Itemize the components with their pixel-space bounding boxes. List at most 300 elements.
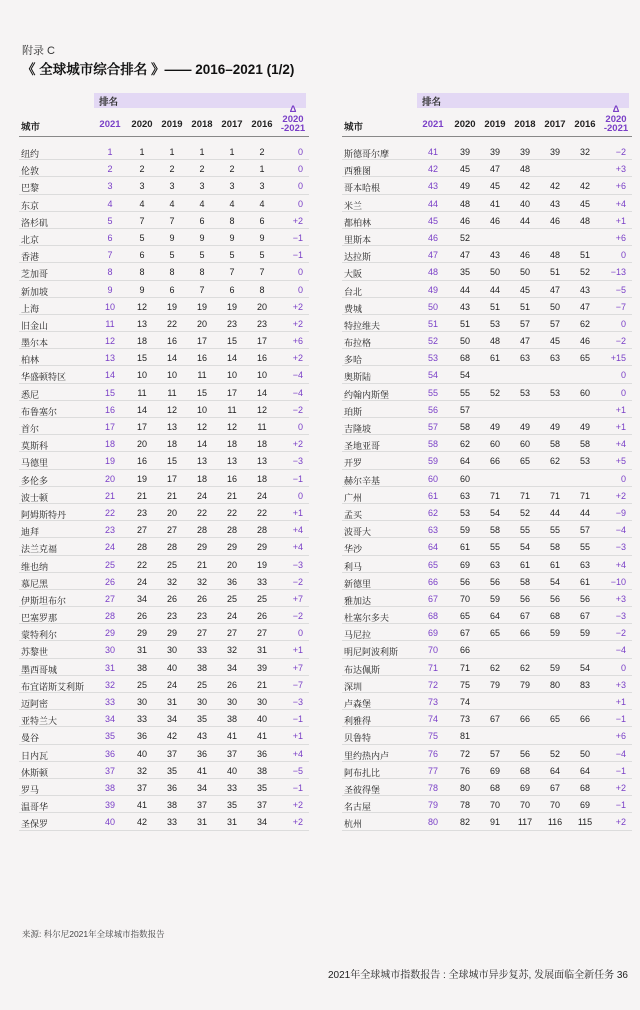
table-row bbox=[342, 659, 632, 676]
cell-2017: 58 bbox=[549, 439, 560, 450]
cell-2021: 14 bbox=[104, 370, 115, 381]
cell-change: 0 bbox=[620, 387, 626, 398]
table-row bbox=[19, 452, 309, 469]
cell-change: +1 bbox=[292, 507, 303, 518]
table-row bbox=[342, 143, 632, 160]
cell-city: 圣地亚哥 bbox=[344, 441, 381, 452]
cell-2018: 9 bbox=[199, 232, 205, 243]
table-row bbox=[342, 676, 632, 693]
cell-2021: 46 bbox=[427, 232, 438, 243]
cell-2021: 67 bbox=[427, 593, 438, 604]
cell-2017: 34 bbox=[226, 662, 237, 673]
cell-city: 都柏林 bbox=[344, 217, 372, 228]
cell-2018: 117 bbox=[517, 817, 533, 828]
cell-change: −2 bbox=[292, 611, 303, 622]
cell-city: 维也纳 bbox=[21, 561, 49, 572]
cell-city: 悉尼 bbox=[21, 389, 40, 400]
cell-2018: 18 bbox=[196, 473, 207, 484]
cell-2019: 42 bbox=[166, 731, 177, 742]
cell-city: 多伦多 bbox=[21, 475, 49, 486]
table-row bbox=[19, 556, 309, 573]
cell-2019: 11 bbox=[167, 387, 177, 398]
cell-2017: 5 bbox=[229, 250, 235, 261]
cell-2021: 12 bbox=[104, 336, 115, 347]
cell-2021: 75 bbox=[427, 731, 438, 742]
table-row bbox=[342, 762, 632, 779]
cell-change: 0 bbox=[620, 662, 626, 673]
cell-change: +2 bbox=[615, 782, 626, 793]
cell-2016: 66 bbox=[579, 714, 590, 725]
cell-change: +2 bbox=[615, 490, 626, 501]
cell-2021: 17 bbox=[104, 422, 115, 432]
cell-2017: 68 bbox=[549, 611, 560, 622]
cell-city: 里约热内卢 bbox=[344, 750, 390, 761]
cell-change: +4 bbox=[615, 439, 626, 450]
table-row bbox=[342, 504, 632, 521]
cell-2017: 41 bbox=[226, 731, 237, 742]
cell-2021: 39 bbox=[104, 800, 115, 811]
cell-city: 蒙特利尔 bbox=[21, 630, 58, 641]
col-2020: 2020 bbox=[131, 119, 153, 130]
cell-2017: 15 bbox=[226, 336, 237, 347]
cell-2019: 40 bbox=[166, 662, 177, 673]
cell-2018: 56 bbox=[519, 748, 530, 759]
cell-2021: 7 bbox=[107, 250, 113, 261]
cell-city: 贝鲁特 bbox=[344, 733, 372, 744]
cell-2018: 39 bbox=[519, 147, 530, 157]
cell-city: 曼谷 bbox=[21, 733, 40, 744]
cell-2019: 57 bbox=[489, 748, 500, 759]
cell-2018: 70 bbox=[519, 800, 530, 811]
cell-city: 赫尔辛基 bbox=[344, 475, 381, 486]
cell-2018: 42 bbox=[519, 181, 530, 192]
cell-2021: 80 bbox=[427, 817, 438, 828]
table-row bbox=[342, 212, 632, 229]
cell-2021: 33 bbox=[104, 697, 115, 707]
cell-2019: 52 bbox=[489, 387, 500, 398]
cell-change: −1 bbox=[615, 714, 626, 725]
cell-2017: 27 bbox=[226, 628, 237, 639]
cell-city: 名古屋 bbox=[344, 802, 372, 813]
cell-2019: 60 bbox=[489, 439, 500, 450]
cell-change: +2 bbox=[292, 215, 303, 226]
cell-2016: 16 bbox=[256, 353, 267, 364]
cell-2018: 52 bbox=[519, 507, 530, 518]
cell-2017: 63 bbox=[549, 353, 560, 364]
cell-2018: 37 bbox=[196, 800, 207, 811]
cell-city: 利马 bbox=[344, 561, 363, 572]
cell-change: +1 bbox=[615, 422, 626, 432]
cell-2020: 60 bbox=[459, 473, 470, 484]
cell-2017: 10 bbox=[226, 370, 237, 381]
cell-2020: 12 bbox=[136, 301, 147, 312]
table-row bbox=[19, 641, 309, 658]
cell-change: +4 bbox=[292, 542, 303, 553]
cell-2021: 28 bbox=[104, 611, 115, 622]
cell-2019: 32 bbox=[166, 576, 177, 587]
cell-city: 阿布扎比 bbox=[344, 767, 381, 778]
cell-2018: 56 bbox=[519, 593, 530, 604]
cell-change: −3 bbox=[292, 559, 303, 570]
cell-change: +2 bbox=[292, 439, 303, 450]
cell-2018: 11 bbox=[197, 370, 207, 381]
cell-2019: 51 bbox=[489, 301, 500, 312]
cell-change: 0 bbox=[297, 267, 303, 278]
cell-2020: 62 bbox=[459, 439, 470, 450]
table-row bbox=[19, 315, 309, 332]
cell-2017: 50 bbox=[549, 301, 560, 312]
cell-2018: 67 bbox=[519, 611, 530, 622]
col-2016: 2016 bbox=[574, 119, 596, 130]
cell-2021: 21 bbox=[104, 490, 115, 501]
cell-2017: 14 bbox=[226, 353, 237, 364]
cell-2019: 1 bbox=[169, 147, 175, 157]
cell-2019: 6 bbox=[169, 284, 175, 295]
table-row bbox=[19, 710, 309, 727]
cell-2019: 61 bbox=[489, 353, 500, 364]
cell-2016: 115 bbox=[577, 817, 593, 828]
cell-2021: 11 bbox=[105, 318, 115, 329]
cell-change: −1 bbox=[292, 714, 303, 725]
cell-city: 西雅图 bbox=[344, 166, 372, 177]
cell-2017: 31 bbox=[226, 817, 237, 828]
cell-2017: 24 bbox=[226, 611, 237, 622]
table-row bbox=[342, 229, 632, 246]
cell-2016: 69 bbox=[579, 800, 590, 811]
cell-city: 布拉格 bbox=[344, 338, 372, 349]
cell-2018: 40 bbox=[519, 198, 530, 209]
cell-2019: 70 bbox=[489, 800, 500, 811]
cell-change: −4 bbox=[292, 370, 303, 381]
table-row bbox=[342, 332, 632, 349]
cell-2020: 14 bbox=[136, 404, 147, 415]
cell-2017: 2 bbox=[229, 164, 235, 175]
cell-2016: 53 bbox=[579, 456, 590, 467]
cell-city: 杭州 bbox=[344, 819, 363, 830]
column-headers bbox=[19, 104, 309, 135]
table-row bbox=[342, 177, 632, 194]
cell-2017: 26 bbox=[226, 679, 237, 690]
cell-city: 洛杉矶 bbox=[21, 217, 49, 228]
cell-city: 波哥大 bbox=[344, 527, 372, 538]
cell-2017: 25 bbox=[226, 593, 237, 604]
cell-change: +6 bbox=[615, 232, 626, 243]
cell-city: 芝加哥 bbox=[21, 269, 49, 280]
cell-change: 0 bbox=[297, 490, 303, 501]
table-row bbox=[19, 435, 309, 452]
cell-change: −3 bbox=[615, 611, 626, 622]
cell-2017: 37 bbox=[226, 748, 237, 759]
cell-2016: 48 bbox=[579, 215, 590, 226]
cell-2020: 49 bbox=[459, 181, 470, 192]
cell-2018: 20 bbox=[196, 318, 207, 329]
cell-2021: 4 bbox=[107, 198, 113, 209]
cell-city: 东京 bbox=[21, 200, 40, 211]
cell-change: +4 bbox=[292, 748, 303, 759]
cell-2020: 68 bbox=[459, 353, 470, 364]
cell-city: 马尼拉 bbox=[344, 630, 372, 641]
table-row bbox=[342, 281, 632, 298]
cell-city: 广州 bbox=[344, 492, 363, 503]
cell-2017: 23 bbox=[226, 318, 237, 329]
cell-2020: 40 bbox=[136, 748, 147, 759]
cell-change: +2 bbox=[292, 817, 303, 828]
col-2018: 2018 bbox=[191, 119, 213, 130]
cell-change: −7 bbox=[292, 679, 303, 690]
cell-2019: 4 bbox=[169, 198, 175, 209]
cell-2020: 20 bbox=[136, 439, 147, 450]
cell-city: 珀斯 bbox=[344, 406, 363, 417]
cell-city: 巴黎 bbox=[21, 183, 40, 194]
cell-2016: 1 bbox=[259, 164, 265, 175]
cell-city: 阿姆斯特丹 bbox=[21, 509, 67, 520]
cell-2019: 14 bbox=[166, 353, 177, 364]
cell-city: 苏黎世 bbox=[21, 647, 49, 658]
cell-2020: 28 bbox=[136, 542, 147, 553]
cell-2021: 63 bbox=[427, 525, 438, 536]
cell-change: −1 bbox=[615, 765, 626, 776]
cell-2016: 52 bbox=[579, 267, 590, 278]
page-title: 《 全球城市综合排名 》—— 2016–2021 (1/2) bbox=[22, 62, 295, 77]
cell-2021: 71 bbox=[427, 662, 438, 673]
cell-2020: 23 bbox=[136, 507, 147, 518]
cell-city: 法兰克福 bbox=[21, 544, 58, 555]
cell-2020: 10 bbox=[136, 370, 147, 381]
cell-2018: 15 bbox=[196, 387, 207, 398]
cell-2018: 35 bbox=[196, 714, 207, 725]
cell-2021: 26 bbox=[104, 576, 115, 587]
delta-symbol: Δ bbox=[289, 104, 297, 115]
cell-2021: 58 bbox=[427, 439, 438, 450]
cell-city: 多哈 bbox=[344, 355, 363, 366]
cell-2019: 64 bbox=[489, 611, 500, 622]
cell-2019: 24 bbox=[166, 679, 177, 690]
cell-2021: 27 bbox=[104, 593, 115, 604]
cell-2019: 26 bbox=[166, 593, 177, 604]
cell-2019: 28 bbox=[166, 542, 177, 553]
cell-2016: 36 bbox=[256, 748, 267, 759]
cell-2020: 4 bbox=[139, 198, 145, 209]
cell-2018: 12 bbox=[196, 422, 207, 432]
table-row bbox=[342, 590, 632, 607]
cell-2020: 22 bbox=[136, 559, 147, 570]
cell-2020: 78 bbox=[459, 800, 470, 811]
cell-2021: 49 bbox=[427, 284, 438, 295]
cell-2021: 3 bbox=[107, 181, 113, 192]
cell-2019: 8 bbox=[169, 267, 175, 278]
cell-2016: 30 bbox=[256, 697, 267, 707]
table-row bbox=[19, 676, 309, 693]
table-row bbox=[342, 418, 632, 435]
cell-city: 费城 bbox=[344, 303, 363, 314]
cell-2016: 4 bbox=[259, 198, 265, 209]
cell-change: +2 bbox=[615, 817, 626, 828]
table-row bbox=[342, 246, 632, 263]
cell-city: 伦敦 bbox=[21, 166, 40, 177]
cell-2021: 10 bbox=[104, 301, 115, 312]
cell-2016: 62 bbox=[579, 318, 590, 329]
cell-2017: 12 bbox=[226, 422, 237, 432]
cell-2016: 34 bbox=[256, 817, 267, 828]
cell-2018: 5 bbox=[199, 250, 205, 261]
cell-2018: 10 bbox=[196, 404, 207, 415]
cell-2018: 22 bbox=[196, 507, 207, 518]
table-row bbox=[342, 727, 632, 744]
cell-2020: 69 bbox=[459, 559, 470, 570]
cell-2017: 49 bbox=[549, 422, 560, 432]
cell-2020: 24 bbox=[136, 576, 147, 587]
cell-2020: 72 bbox=[459, 748, 470, 759]
cell-2016: 49 bbox=[579, 422, 590, 432]
cell-2020: 57 bbox=[459, 404, 470, 415]
table-row bbox=[19, 590, 309, 607]
cell-2018: 51 bbox=[519, 301, 530, 312]
cell-2016: 21 bbox=[256, 679, 267, 690]
cell-change: 0 bbox=[297, 181, 303, 192]
cell-2018: 23 bbox=[196, 611, 207, 622]
table-row bbox=[19, 659, 309, 676]
cell-2021: 51 bbox=[427, 318, 438, 329]
cell-2020: 46 bbox=[459, 215, 470, 226]
table-row bbox=[342, 470, 632, 487]
cell-2019: 34 bbox=[166, 714, 177, 725]
cell-2019: 16 bbox=[166, 336, 177, 347]
col-2019: 2019 bbox=[484, 119, 506, 130]
cell-change: 0 bbox=[620, 370, 626, 381]
table-row bbox=[19, 538, 309, 555]
table-row bbox=[342, 487, 632, 504]
cell-2020: 19 bbox=[136, 473, 147, 484]
cell-2016: 10 bbox=[256, 370, 267, 381]
cell-2020: 48 bbox=[459, 198, 470, 209]
table-row bbox=[19, 229, 309, 246]
rank-header-band bbox=[417, 93, 629, 108]
cell-2018: 66 bbox=[519, 714, 530, 725]
cell-2016: 24 bbox=[256, 490, 267, 501]
cell-city: 上海 bbox=[21, 303, 40, 314]
cell-2017: 116 bbox=[547, 817, 563, 828]
cell-city: 温哥华 bbox=[21, 802, 49, 813]
cell-2019: 23 bbox=[166, 611, 177, 622]
cell-city: 奥斯陆 bbox=[344, 372, 372, 383]
table-row bbox=[19, 195, 309, 212]
cell-change: 0 bbox=[297, 422, 303, 432]
cell-2019: 48 bbox=[489, 336, 500, 347]
cell-2017: 13 bbox=[226, 456, 237, 467]
cell-change: −2 bbox=[615, 628, 626, 639]
cell-2016: 65 bbox=[579, 353, 590, 364]
cell-2019: 21 bbox=[166, 490, 177, 501]
table-row bbox=[342, 349, 632, 366]
table-row bbox=[19, 263, 309, 280]
cell-2018: 36 bbox=[196, 748, 207, 759]
table-row bbox=[19, 281, 309, 298]
cell-2019: 50 bbox=[489, 267, 500, 278]
cell-2018: 19 bbox=[196, 301, 207, 312]
cell-2020: 47 bbox=[459, 250, 470, 261]
table-row bbox=[19, 504, 309, 521]
cell-city: 马德里 bbox=[21, 458, 49, 469]
cell-2019: 20 bbox=[166, 507, 177, 518]
cell-2020: 52 bbox=[459, 232, 470, 243]
cell-2018: 30 bbox=[196, 697, 207, 707]
cell-2016: 71 bbox=[579, 490, 590, 501]
cell-change: −9 bbox=[615, 507, 626, 518]
cell-2021: 72 bbox=[427, 679, 438, 690]
table-row bbox=[19, 401, 309, 418]
col-2017: 2017 bbox=[221, 119, 243, 130]
cell-2017: 57 bbox=[549, 318, 560, 329]
cell-2016: 27 bbox=[256, 628, 267, 639]
cell-2020: 26 bbox=[136, 611, 147, 622]
cell-2018: 61 bbox=[519, 559, 530, 570]
cell-change: −5 bbox=[615, 284, 626, 295]
cell-2020: 76 bbox=[459, 765, 470, 776]
cell-2020: 29 bbox=[136, 628, 147, 639]
cell-2019: 54 bbox=[489, 507, 500, 518]
table-row bbox=[19, 470, 309, 487]
cell-2018: 26 bbox=[196, 593, 207, 604]
cell-2018: 28 bbox=[196, 525, 207, 536]
cell-2016: 2 bbox=[259, 147, 265, 157]
table-row bbox=[342, 641, 632, 658]
cell-2020: 15 bbox=[136, 353, 147, 364]
cell-city: 圣保罗 bbox=[21, 819, 49, 830]
cell-2020: 51 bbox=[459, 318, 470, 329]
table-row bbox=[342, 452, 632, 469]
table-row bbox=[19, 607, 309, 624]
cell-2021: 65 bbox=[427, 559, 438, 570]
cell-2020: 67 bbox=[459, 628, 470, 639]
cell-2016: 26 bbox=[256, 611, 267, 622]
cell-2020: 18 bbox=[136, 336, 147, 347]
cell-2019: 49 bbox=[489, 422, 500, 432]
cell-change: +1 bbox=[292, 645, 303, 656]
cell-2020: 31 bbox=[136, 645, 147, 656]
cell-2019: 36 bbox=[166, 782, 177, 793]
cell-2016: 56 bbox=[579, 593, 590, 604]
cell-2019: 63 bbox=[489, 559, 500, 570]
cell-change: 0 bbox=[620, 250, 626, 261]
cell-2020: 55 bbox=[459, 387, 470, 398]
cell-2016: 83 bbox=[579, 679, 590, 690]
cell-2021: 69 bbox=[427, 628, 438, 639]
cell-city: 孟买 bbox=[344, 509, 363, 520]
table-row bbox=[342, 263, 632, 280]
cell-2020: 6 bbox=[139, 250, 145, 261]
cell-city: 布达佩斯 bbox=[344, 664, 381, 675]
cell-2021: 61 bbox=[427, 490, 438, 501]
cell-2020: 66 bbox=[459, 645, 470, 656]
cell-2017: 80 bbox=[549, 679, 560, 690]
cell-2016: 40 bbox=[256, 714, 267, 725]
cell-2017: 55 bbox=[549, 525, 560, 536]
cell-2016: 17 bbox=[256, 336, 267, 347]
cell-2019: 43 bbox=[489, 250, 500, 261]
cell-2021: 45 bbox=[427, 215, 438, 226]
cell-2019: 29 bbox=[166, 628, 177, 639]
cell-2018: 68 bbox=[519, 765, 530, 776]
table-row bbox=[342, 315, 632, 332]
cell-2019: 79 bbox=[489, 679, 500, 690]
rank-header-label: 排名 bbox=[422, 97, 442, 108]
cell-2017: 32 bbox=[226, 645, 237, 656]
cell-change: +3 bbox=[615, 679, 626, 690]
cell-2017: 8 bbox=[229, 215, 235, 226]
cell-2019: 13 bbox=[166, 422, 177, 432]
cell-city: 圣彼得堡 bbox=[344, 784, 381, 795]
cell-city: 伊斯坦布尔 bbox=[21, 595, 67, 606]
